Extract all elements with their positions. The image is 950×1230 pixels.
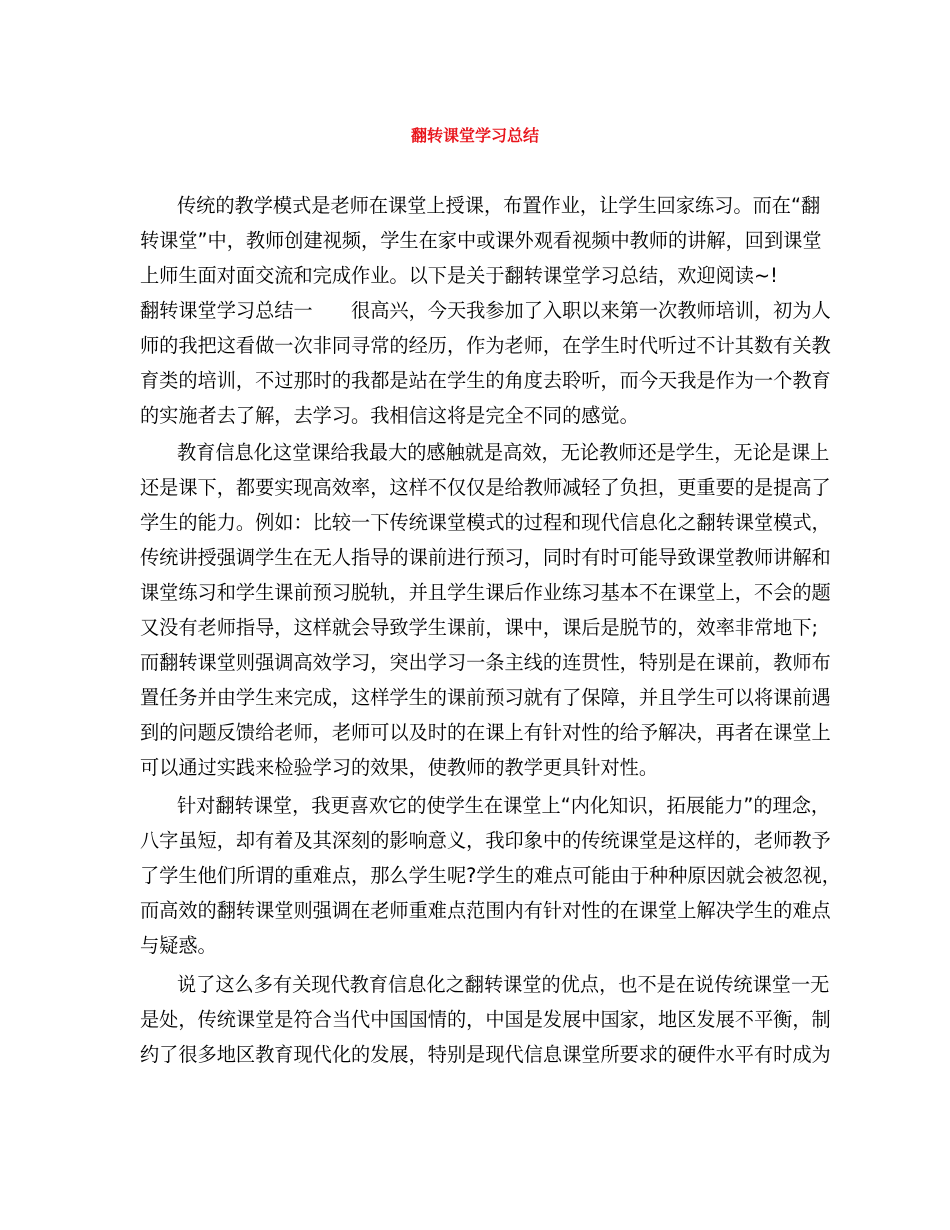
- text-line: 到的问题反馈给老师，老师可以及时的在课上有针对性的给予解决，再者在课堂上: [140, 721, 831, 744]
- text-line: 教育信息化这堂课给我最大的感触就是高效，无论教师还是学生，无论是课上: [177, 441, 830, 464]
- text-line: 而高效的翻转课堂则强调在老师重难点范围内有针对性的在课堂上解决学生的难点: [140, 899, 831, 922]
- text-line: 育类的培训，不过那时的我都是站在学生的角度去聆听，而今天我是作为一个教育: [140, 369, 831, 392]
- text-line: 约了很多地区教育现代化的发展，特别是现代信息课堂所要求的硬件水平有时成为: [140, 1043, 831, 1066]
- text-line: 了学生他们所谓的重难点，那么学生呢?学生的难点可能由于种种原因就会被忽视，: [140, 864, 841, 887]
- document-title: 翻转课堂学习总结: [410, 126, 539, 145]
- text-line: 八字虽短，却有着及其深刻的影响意义，我印象中的传统课堂是这样的，老师教予: [140, 829, 831, 852]
- text-line: 是处，传统课堂是符合当代中国国情的，中国是发展中国家，地区发展不平衡，制: [140, 1008, 831, 1031]
- text-line: 又没有老师指导，这样就会导致学生课前，课中，课后是脱节的，效率非常地下;: [140, 616, 819, 639]
- text-line: 上师生面对面交流和完成作业。以下是关于翻转课堂学习总结，欢迎阅读~!: [140, 264, 778, 287]
- text-line: 置任务并由学生来完成，这样学生的课前预习就有了保障，并且学生可以将课前遇: [140, 686, 831, 709]
- text-line: 可以通过实践来检验学习的效果，使教师的教学更具针对性。: [140, 756, 659, 779]
- text-line: 传统的教学模式是老师在课堂上授课，布置作业，让学生回家练习。而在“翻: [177, 194, 821, 217]
- text-line: 的实施者去了解，去学习。我相信这将是完全不同的感觉。: [140, 404, 639, 427]
- text-line: 转课堂”中，教师创建视频，学生在家中或课外观看视频中教师的讲解，回到课堂: [140, 229, 822, 252]
- text-line: 而翻转课堂则强调高效学习，突出学习一条主线的连贯性，特别是在课前，教师布: [140, 651, 831, 674]
- text-line: 学生的能力。例如：比较一下传统课堂模式的过程和现代信息化之翻转课堂模式，: [140, 511, 831, 534]
- text-line: 传统讲授强调学生在无人指导的课前进行预习，同时有时可能导致课堂教师讲解和: [140, 546, 831, 569]
- text-line: 课堂练习和学生课前预习脱轨，并且学生课后作业练习基本不在课堂上，不会的题: [140, 581, 831, 604]
- text-line: 翻转课堂学习总结一 很高兴，今天我参加了入职以来第一次教师培训，初为人: [140, 299, 831, 322]
- text-line: 与疑惑。: [140, 934, 217, 957]
- text-line: 师的我把这看做一次非同寻常的经历，作为老师，在学生时代听过不计其数有关教: [140, 334, 831, 357]
- text-line: 还是课下，都要实现高效率，这样不仅仅是给教师减轻了负担，更重要的是提高了: [140, 476, 831, 499]
- text-line: 针对翻转课堂，我更喜欢它的使学生在课堂上“内化知识，拓展能力”的理念，: [177, 794, 831, 817]
- text-line: 说了这么多有关现代教育信息化之翻转课堂的优点，也不是在说传统课堂一无: [177, 973, 830, 996]
